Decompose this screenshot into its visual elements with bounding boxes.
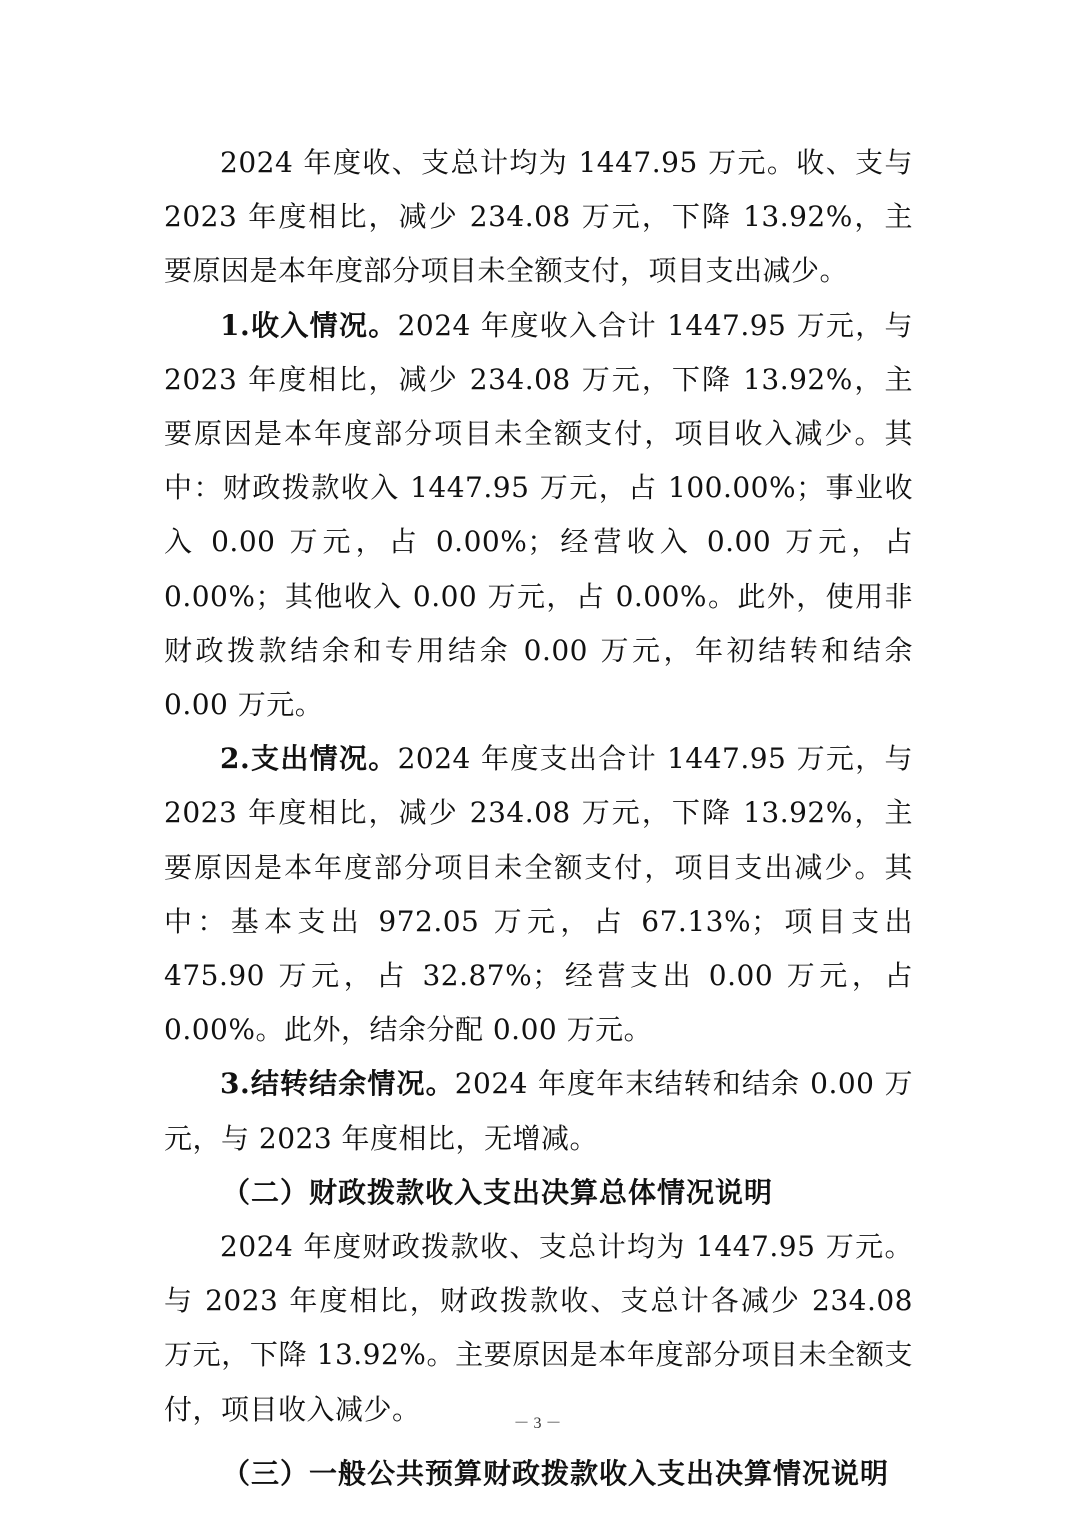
paragraph-summary-text: 2024 年度收、支总计均为 1447.95 万元。收、支与 2023 年度相比，减少 234.08 万元，下降 13.92%，主要原因是本年度部分项目未全额支付，项目支出减少。 — [164, 146, 913, 288]
carryover-text: 2024 年度年末结转和结余 0.00 万元，与 2023 年度相比，无增减。 — [164, 1067, 913, 1155]
paragraph-expenditure — [164, 732, 913, 1057]
page-number: － 3 － — [513, 1415, 562, 1432]
paragraph-fiscal-appropriation — [164, 1220, 913, 1437]
section-heading-2: （二）财政拨款收入支出决算总体情况说明 — [222, 1175, 774, 1209]
document-body — [164, 136, 913, 1501]
expenditure-text: 2024 年度支出合计 1447.95 万元，与 2023 年度相比，减少 234.08 万元，下降 13.92%，主要原因是本年度部分项目未全额支付，项目支出减少。其中：基本支出 972.05 万元，占 67.13%；项目支出 475.90 万元，占 32.87%；经营支出 0.00 万元，占 0.00%。此外，结余分配 0.00 万元。 — [164, 742, 914, 1047]
paragraph-income — [164, 299, 913, 733]
paragraph-carryover — [164, 1057, 913, 1165]
income-text: 2024 年度收入合计 1447.95 万元，与 2023 年度相比，减少 234.08 万元，下降 13.92%，主要原因是本年度部分项目未全额支付，项目收入减少。其中：财政拨款收入 1447.95 万元，占 100.00%；事业收入 0.00 万元，占 0.00%；经营收入 0.00 万元，占 0.00%；其他收入 0.00 万元，占 0.00%。此外，使用非财政拨款结余和专用结余 0.00 万元，年初结转和结余 0.00 万元。 — [164, 308, 914, 722]
expenditure-lead: 2.支出情况。 — [220, 742, 398, 776]
carryover-lead: 3.结转结余情况。 — [220, 1067, 455, 1101]
paragraph-summary — [164, 136, 913, 299]
income-lead: 1.收入情况。 — [220, 308, 398, 342]
section-heading-3: （三）一般公共预算财政拨款收入支出决算情况说明 — [222, 1456, 890, 1490]
fiscal-appropriation-text: 2024 年度财政拨款收、支总计均为 1447.95 万元。与 2023 年度相比，财政拨款收、支总计各减少 234.08 万元，下降 13.92%。主要原因是本年度部分项目未全额支付，项目收入减少。 — [164, 1230, 913, 1426]
